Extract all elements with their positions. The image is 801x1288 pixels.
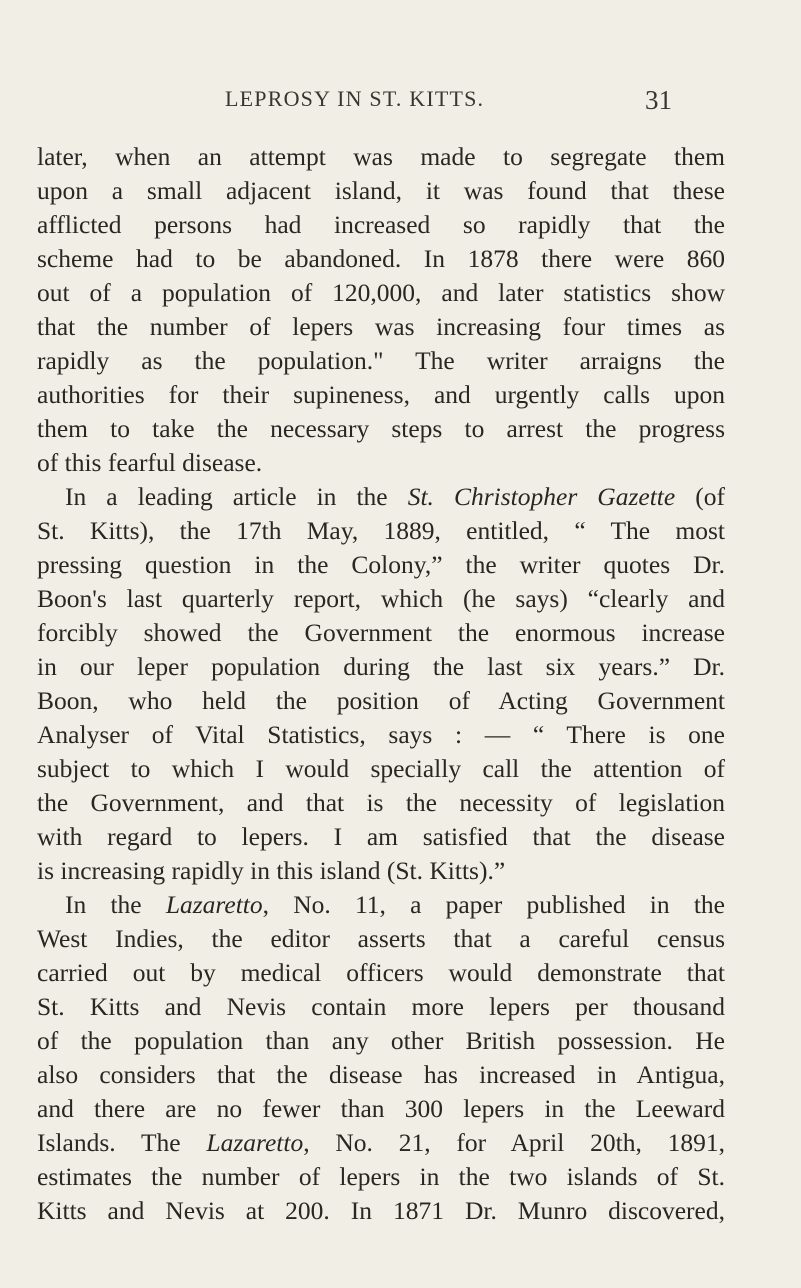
text-line: St. Kitts and Nevis contain more lepers per thousand — [37, 992, 725, 1021]
text-line: estimates the number of lepers in the two islands of St. — [37, 1162, 725, 1191]
text-line: In a leading article in the St. Christopher Gazette (of — [65, 482, 726, 511]
text-line: is increasing rapidly in this island (St. Kitts).” — [37, 856, 506, 885]
page-number: 31 — [645, 85, 672, 115]
text-line: Islands. The Lazaretto, No. 21, for April 20th, 1891, — [37, 1128, 725, 1157]
text-line: afflicted persons had increased so rapidly that the — [37, 210, 725, 239]
text-line: Kitts and Nevis at 200. In 1871 Dr. Munro discovered, — [37, 1196, 725, 1225]
text-line: later, when an attempt was made to segregate them — [37, 142, 725, 171]
text-line: scheme had to be abandoned. In 1878 there were 860 — [37, 244, 725, 273]
text-line: of the population than any other British possession. He — [37, 1026, 725, 1055]
text-line: forcibly showed the Government the enormous increase — [37, 618, 725, 647]
text-line: Analyser of Vital Statistics, says : — “ There is one — [37, 720, 725, 749]
text-line: them to take the necessary steps to arrest the progress — [37, 414, 725, 443]
running-head — [0, 86, 801, 116]
text-line: upon a small adjacent island, it was found that these — [37, 176, 725, 205]
text-line: out of a population of 120,000, and later statistics show — [37, 278, 725, 307]
text-line: rapidly as the population." The writer arraigns the — [37, 346, 725, 375]
text-line: Boon's last quarterly report, which (he says) “clearly and — [37, 584, 725, 613]
text-line: the Government, and that is the necessity of legislation — [37, 788, 725, 817]
text-line: In the Lazaretto, No. 11, a paper published in the — [65, 890, 725, 919]
text-line: carried out by medical officers would demonstrate that — [37, 958, 725, 987]
text-line: of this fearful disease. — [37, 448, 263, 477]
text-line: subject to which I would specially call the attention of — [37, 754, 725, 783]
running-title: LEPROSY IN ST. KITTS. — [225, 86, 485, 111]
text-line: pressing question in the Colony,” the writer quotes Dr. — [37, 550, 725, 579]
text-line: Boon, who held the position of Acting Government — [37, 686, 725, 715]
body-text — [37, 140, 725, 1228]
text-line: and there are no fewer than 300 lepers in the Leeward — [37, 1094, 725, 1123]
text-line: with regard to lepers. I am satisfied that the disease — [37, 822, 725, 851]
text-line: also considers that the disease has increased in Antigua, — [37, 1060, 725, 1089]
text-line: in our leper population during the last six years.” Dr. — [37, 652, 725, 681]
text-line: that the number of lepers was increasing four times as — [37, 312, 725, 341]
text-line: authorities for their supineness, and urgently calls upon — [37, 380, 725, 409]
text-line: West Indies, the editor asserts that a careful census — [37, 924, 725, 953]
text-line: St. Kitts), the 17th May, 1889, entitled, “ The most — [37, 516, 725, 545]
